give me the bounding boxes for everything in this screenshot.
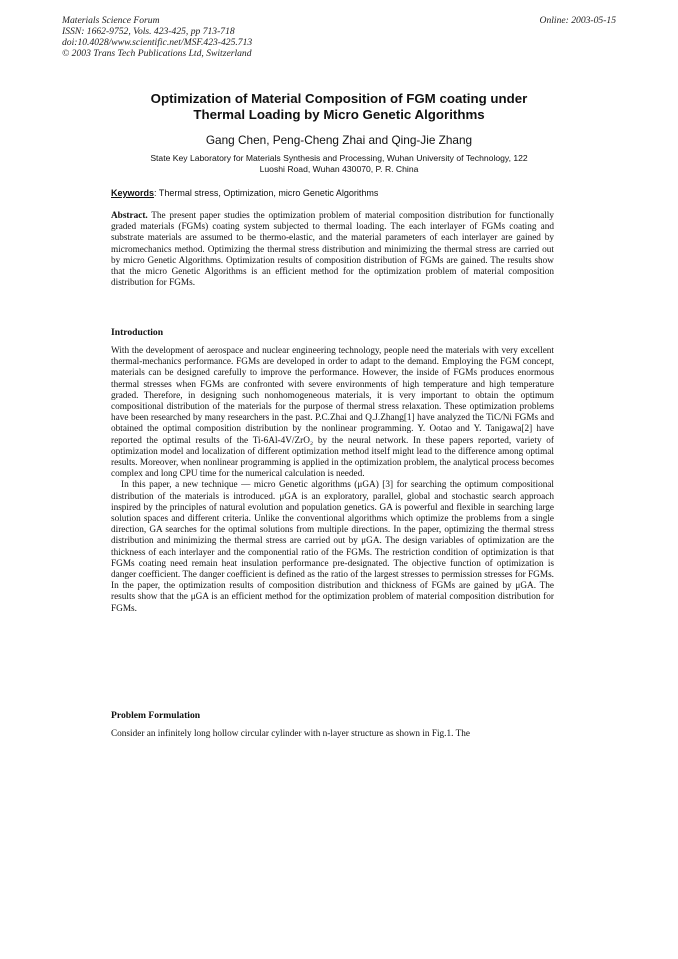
abstract	[111, 211, 554, 289]
journal-issn: ISSN: 1662-9752, Vols. 423-425, pp 713-718	[62, 26, 235, 37]
paper-authors: Gang Chen, Peng-Cheng Zhai and Qing-Jie Zhang	[205, 133, 473, 147]
online-date: Online: 2003-05-15	[539, 15, 616, 26]
keywords	[111, 188, 378, 198]
problem-formulation-heading: Problem Formulation	[111, 710, 201, 721]
journal-copyright: © 2003 Trans Tech Publications Ltd, Switzerland	[62, 48, 252, 59]
abstract-paragraph	[111, 211, 554, 289]
journal-header	[62, 15, 252, 59]
affiliation-line-2: Luoshi Road, Wuhan 430070, P. R. China	[259, 164, 419, 174]
problem-formulation-body	[111, 729, 554, 740]
title-line-1: Optimization of Material Composition of FGM coating under	[150, 91, 528, 106]
affiliation-line-1: State Key Laboratory for Materials Synthesis and Processing, Wuhan University of Technology, 122	[150, 153, 528, 163]
paper-title	[100, 91, 578, 123]
introduction-paragraph-2: In this paper, a new technique — micro Genetic algorithms (μGA) [3] for searching the optimum compositional distribution of the materials is introduced. μGA is an exploratory, parallel, global and stochastic search approach inspired by the principles of natural evolution and population genetics. GA is powerful and flexible in searching large solution spaces and different criteria. Unlike the conventional algorithms which optimize the problems from a single direction, GA searches for the optimal solutions from multiple directions. In the paper, optimizing the thermal stress distribution and minimizing the thermal stress are carried out by μGA. The design variables of optimization are the thickness of each interlayer and the componential ratio of the FGMs. The restriction condition of optimization is that FGMs coating need remain heat insulation performance pre-designated. The objective function of optimization is danger coefficient. The danger coefficient is defined as the ratio of the largest stresses to permission stresses for FGMs. In the paper, the optimization results of composition distribution and thickness of FGMs are gained by μGA. The results show that the μGA is an efficient method for the optimization problem of material composition distribution for FGMs.	[111, 480, 554, 614]
abstract-text: The present paper studies the optimization problem of material composition distribution for functionally graded materials (FGMs) coating system subjected to thermal loading. The each interlayer of FGMs coating and substrate materials are assumed to be thermo-elastic, and the material parameters of each interlayer are gained by micromechanics method. Optimizing the thermal stress distribution and minimizing the thermal stress are carried out by micro Genetic Algorithms. Optimization results of composition distribution of FGMs are gained. The results show that the micro Genetic Algorithms is an efficient method for the optimization problem of material composition distribution for FGMs.	[111, 211, 554, 289]
keywords-text: : Thermal stress, Optimization, micro Genetic Algorithms	[154, 188, 379, 198]
keywords-label: Keywords	[111, 188, 155, 198]
problem-formulation-paragraph: Consider an infinitely long hollow circular cylinder with n-layer structure as shown in Fig.1. The	[111, 729, 470, 739]
title-line-2: Thermal Loading by Micro Genetic Algorithms	[193, 107, 485, 122]
journal-doi: doi:10.4028/www.scientific.net/MSF.423-425.713	[62, 37, 253, 48]
affiliation	[108, 153, 570, 175]
introduction-paragraph-1: With the development of aerospace and nuclear engineering technology, people need the materials with very excellent thermal-mechanics performance. FGMs are developed in order to adapt to the demand. Employing the FGM concept, materials can be designed carefully to improve the performance. However, the inside of FGMs produces enormous thermal stresses when FGMs are confronted with severe environments of high temperature and high temperature graded. Therefore, in designing such nonhomogeneous materials, it is very important to obtain the optimum compositional distribution of the materials for the purpose of thermal stress relaxation. These optimization problems have been researched by many researchers in the past. P.C.Zhai and Q.J.Zhang[1] have analyzed the TiC/Ni FGMs and obtained the optimal composition distribution by the nonlinear programming. Y. Ootao and Y. Tanigawa[2] have reported the optimal results of the Ti-6Al-4V/ZrO₂ by the neural network. In these papers reported, variety of optimization model and localization of different optimization method itself might lead to the difference among optimal results. Moreover, when nonlinear programming is applied in the optimization problem, the analytical process becomes complex and long CPU time for the numerical calculation is needed.	[111, 346, 554, 480]
journal-name: Materials Science Forum	[62, 15, 160, 26]
abstract-label: Abstract.	[111, 211, 148, 221]
introduction-heading: Introduction	[111, 327, 164, 338]
introduction-body	[111, 346, 554, 615]
